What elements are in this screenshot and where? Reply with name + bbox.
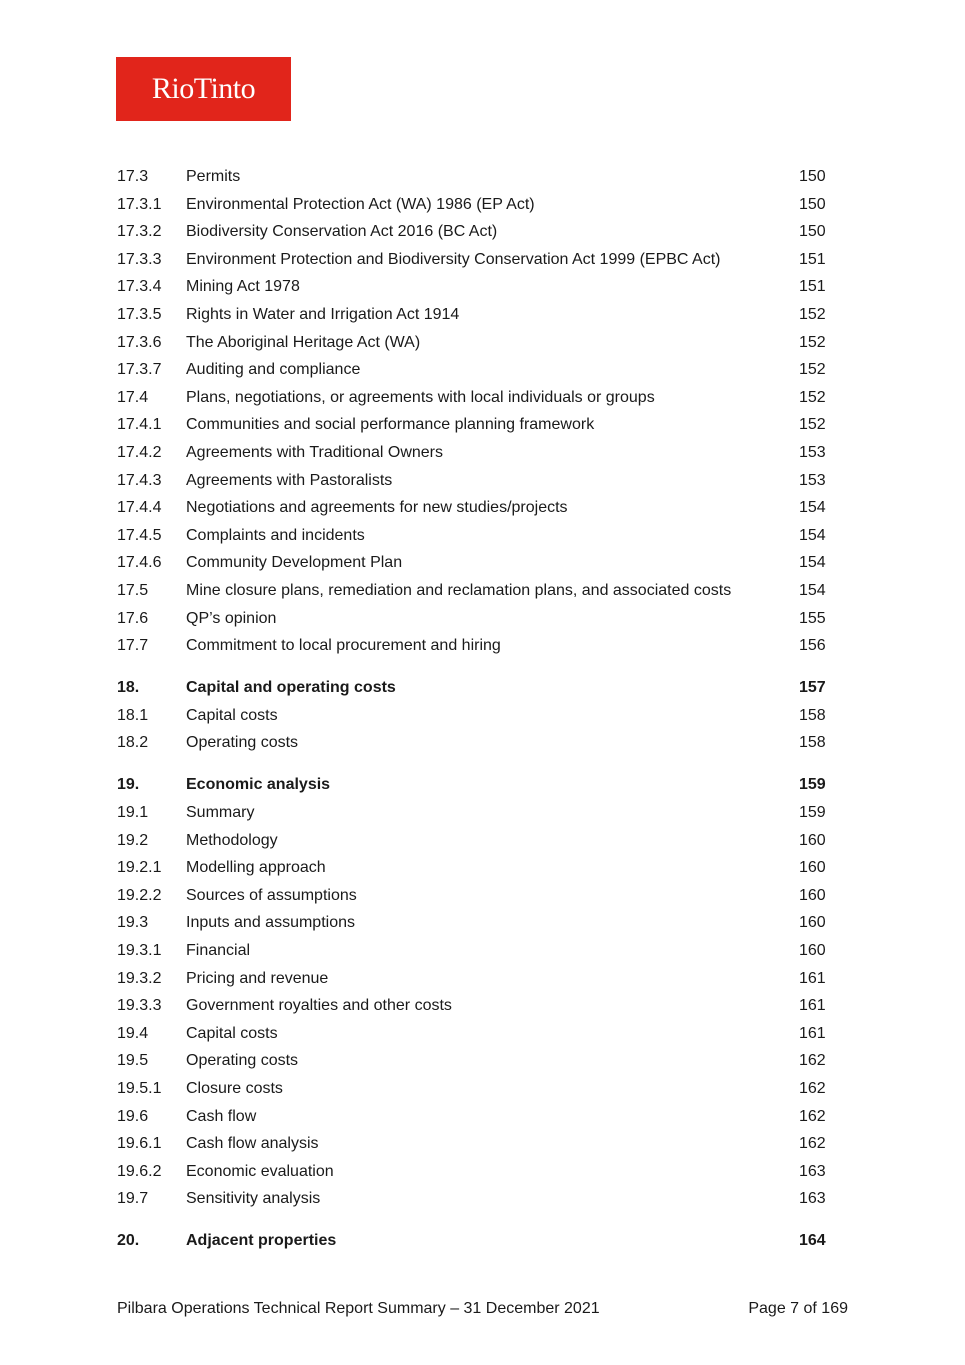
toc-entry-number: 19.3.1 [117,942,162,960]
toc-entry-page: 163 [799,1162,826,1180]
toc-entry-page: 152 [799,305,826,323]
toc-entry-page: 160 [799,831,826,849]
toc-entry-number: 19.7 [117,1190,149,1208]
toc-entry-page: 160 [799,914,826,932]
toc-entry-number: 17.5 [117,581,149,599]
toc-entry-page: 162 [799,1080,826,1097]
toc-entry-title: Communities and social performance planning framework [186,416,595,434]
toc-entry-title: Economic evaluation [186,1162,334,1180]
toc-entry[interactable] [0,467,965,495]
footer-report-title: Pilbara Operations Technical Report Summary – 31 December 2021 [117,1300,600,1317]
rio-tinto-logo [116,57,291,121]
toc-entry-number: 17.6 [117,609,149,627]
toc-entry-number: 17.3.6 [117,333,162,351]
toc-entry-page: 156 [799,637,826,655]
toc-entry-title: Adjacent properties [186,1232,337,1250]
toc-entry[interactable] [0,163,965,191]
toc-entry-title: Permits [186,168,241,185]
toc-entry[interactable] [0,854,965,882]
toc-entry-title: Community Development Plan [186,554,403,572]
toc-entry-title: Rights in Water and Irrigation Act 1914 [186,305,460,323]
toc-entry-page: 158 [799,734,826,752]
toc-entry-title: Capital and operating costs [186,679,396,697]
toc-entry-number: 17.4 [117,388,149,406]
logo-text: RioTinto [151,72,256,105]
toc-entry-page: 150 [799,223,826,241]
toc-entry-number: 17.3.5 [117,305,162,323]
toc-entry-page: 159 [799,804,826,822]
toc-entry-title: Agreements with Traditional Owners [186,443,443,461]
toc-entry-number: 19.1 [117,804,149,822]
toc-entry-number: 18.2 [117,734,149,752]
toc-entry-title: Operating costs [186,734,299,752]
toc-entry-page: 152 [799,416,826,434]
toc-entry-number: 17.3.1 [117,195,162,213]
toc-entry[interactable] [0,1047,965,1075]
toc-entry-page: 150 [799,168,826,185]
toc-entry-page: 158 [799,706,826,724]
toc-entry[interactable] [0,522,965,550]
toc-entry-title: Mine closure plans, remediation and reclamation plans, and associated costs [186,581,732,599]
toc-entry-page: 150 [799,195,826,213]
toc-entry-number: 19.3.3 [117,997,162,1015]
toc-entry-page: 152 [799,333,826,351]
toc-entry-title: Capital costs [186,1024,278,1042]
toc-entry-title: QP’s opinion [186,609,277,627]
toc-entry[interactable] [0,992,965,1020]
toc-entry-number: 19.6.1 [117,1135,162,1153]
toc-entry-number: 17.4.1 [117,416,162,434]
toc-entry-page: 162 [799,1107,826,1125]
toc-entry-number: 19. [117,776,140,794]
toc-entry-number: 19.3 [117,914,149,932]
toc-entry[interactable] [0,411,965,439]
toc-entry[interactable] [0,1185,965,1213]
toc-entry-page: 160 [799,859,826,877]
toc-entry[interactable] [0,577,965,605]
toc-entry[interactable] [0,827,965,855]
toc-entry-page: 153 [799,471,826,489]
toc-entry-page: 162 [799,1135,826,1153]
toc-entry-title: Environmental Protection Act (WA) 1986 (EP Act) [186,195,535,213]
toc-entry-number: 20. [117,1232,140,1250]
toc-entry[interactable] [0,729,965,757]
toc-entry[interactable] [0,1130,965,1158]
toc-entry-page: 154 [799,499,826,517]
toc-entry-number: 17.3.2 [117,223,162,241]
toc-entry[interactable] [0,356,965,384]
toc-entry[interactable] [0,549,965,577]
toc-entry[interactable] [0,494,965,522]
toc-entry-title: Commitment to local procurement and hiring [186,637,501,655]
toc-entry-title: Capital costs [186,706,278,724]
toc-entry-title: Financial [186,942,251,960]
toc-entry[interactable] [0,439,965,467]
toc-entry-page: 151 [799,278,826,296]
toc-entry-page: 152 [799,388,826,406]
toc-entry-number: 17.4.6 [117,554,162,572]
toc-entry-title: Agreements with Pastoralists [186,471,393,489]
toc-entry-page: 154 [799,526,826,544]
toc-entry[interactable] [0,218,965,246]
toc-entry[interactable] [0,882,965,910]
table-of-contents [0,163,965,1255]
toc-entry-number: 18. [117,679,140,697]
toc-entry-number: 19.6 [117,1107,149,1125]
toc-entry-title: Government royalties and other costs [186,997,452,1015]
toc-entry-title: Pricing and revenue [186,969,329,987]
toc-entry-page: 154 [799,554,826,572]
toc-entry-page: 160 [799,886,826,904]
toc-entry-page: 162 [799,1052,826,1070]
toc-entry-title: Biodiversity Conservation Act 2016 (BC Act) [186,223,498,241]
toc-entry-title: Environment Protection and Biodiversity Conservation Act 1999 (EPBC Act) [186,250,721,268]
toc-entry-number: 17.4.3 [117,471,162,489]
toc-entry-page: 161 [799,969,826,987]
toc-entry-number: 19.4 [117,1024,149,1042]
toc-entry-number: 19.5 [117,1052,149,1070]
toc-entry-page: 154 [799,581,826,599]
toc-entry-page: 155 [799,609,826,627]
footer-page-number: Page 7 of 169 [748,1300,848,1317]
toc-entry-page: 153 [799,443,826,461]
toc-entry-number: 18.1 [117,706,149,724]
toc-entry-title: Cash flow [186,1107,257,1125]
toc-section-entry[interactable] [0,771,965,799]
toc-entry[interactable] [0,329,965,357]
toc-entry[interactable] [0,1020,965,1048]
toc-entry-number: 19.6.2 [117,1162,162,1180]
toc-entry-number: 19.2.1 [117,859,162,877]
toc-entry-number: 19.3.2 [117,969,162,987]
toc-entry-number: 17.3.7 [117,361,162,379]
toc-entry-number: 17.3.3 [117,250,162,268]
toc-entry-title: Closure costs [186,1080,283,1097]
toc-entry[interactable] [0,191,965,219]
toc-entry-number: 17.7 [117,637,149,655]
toc-entry-page: 161 [799,997,826,1015]
toc-entry-title: Summary [186,804,255,822]
toc-entry-title: The Aboriginal Heritage Act (WA) [186,333,421,351]
toc-entry[interactable] [0,1158,965,1186]
toc-entry-page: 152 [799,361,826,379]
toc-entry[interactable] [0,965,965,993]
toc-entry-number: 19.2 [117,831,149,849]
toc-entry[interactable] [0,702,965,730]
toc-entry-page: 160 [799,942,826,960]
toc-entry-number: 19.2.2 [117,886,162,904]
toc-entry-title: Methodology [186,831,278,849]
toc-entry[interactable] [0,1103,965,1131]
toc-entry-title: Sensitivity analysis [186,1190,321,1208]
toc-entry-page: 157 [799,679,826,697]
toc-entry-title: Cash flow analysis [186,1135,319,1153]
toc-entry-title: Mining Act 1978 [186,278,300,296]
toc-entry-page: 163 [799,1190,826,1208]
toc-entry-title: Auditing and compliance [186,361,361,379]
toc-entry-page: 151 [799,250,826,268]
toc-entry[interactable] [0,273,965,301]
toc-entry-page: 159 [799,776,826,794]
toc-entry[interactable] [0,937,965,965]
toc-entry[interactable] [0,909,965,937]
toc-entry[interactable] [0,384,965,412]
toc-entry-title: Operating costs [186,1052,299,1070]
toc-entry-number: 17.4.4 [117,499,162,517]
toc-entry-title: Plans, negotiations, or agreements with local individuals or groups [186,388,655,406]
toc-entry-title: Inputs and assumptions [186,914,355,932]
toc-entry[interactable] [0,632,965,660]
toc-entry-number: 17.3 [117,168,149,185]
toc-entry-title: Negotiations and agreements for new studies/projects [186,499,568,517]
toc-entry-title: Economic analysis [186,776,331,794]
toc-entry-page: 161 [799,1024,826,1042]
toc-entry-title: Modelling approach [186,859,326,877]
toc-entry-number: 17.4.5 [117,526,162,544]
toc-entry-number: 17.4.2 [117,443,162,461]
toc-entry-number: 17.3.4 [117,278,162,296]
toc-entry-number: 19.5.1 [117,1080,162,1097]
toc-entry[interactable] [0,799,965,827]
toc-entry[interactable] [0,605,965,633]
toc-section-entry[interactable] [0,1227,965,1255]
toc-entry-title: Complaints and incidents [186,526,365,544]
toc-entry[interactable] [0,1075,965,1103]
toc-entry[interactable] [0,246,965,274]
toc-entry-page: 164 [799,1232,826,1250]
toc-entry[interactable] [0,301,965,329]
toc-section-entry[interactable] [0,674,965,702]
toc-entry-title: Sources of assumptions [186,886,357,904]
